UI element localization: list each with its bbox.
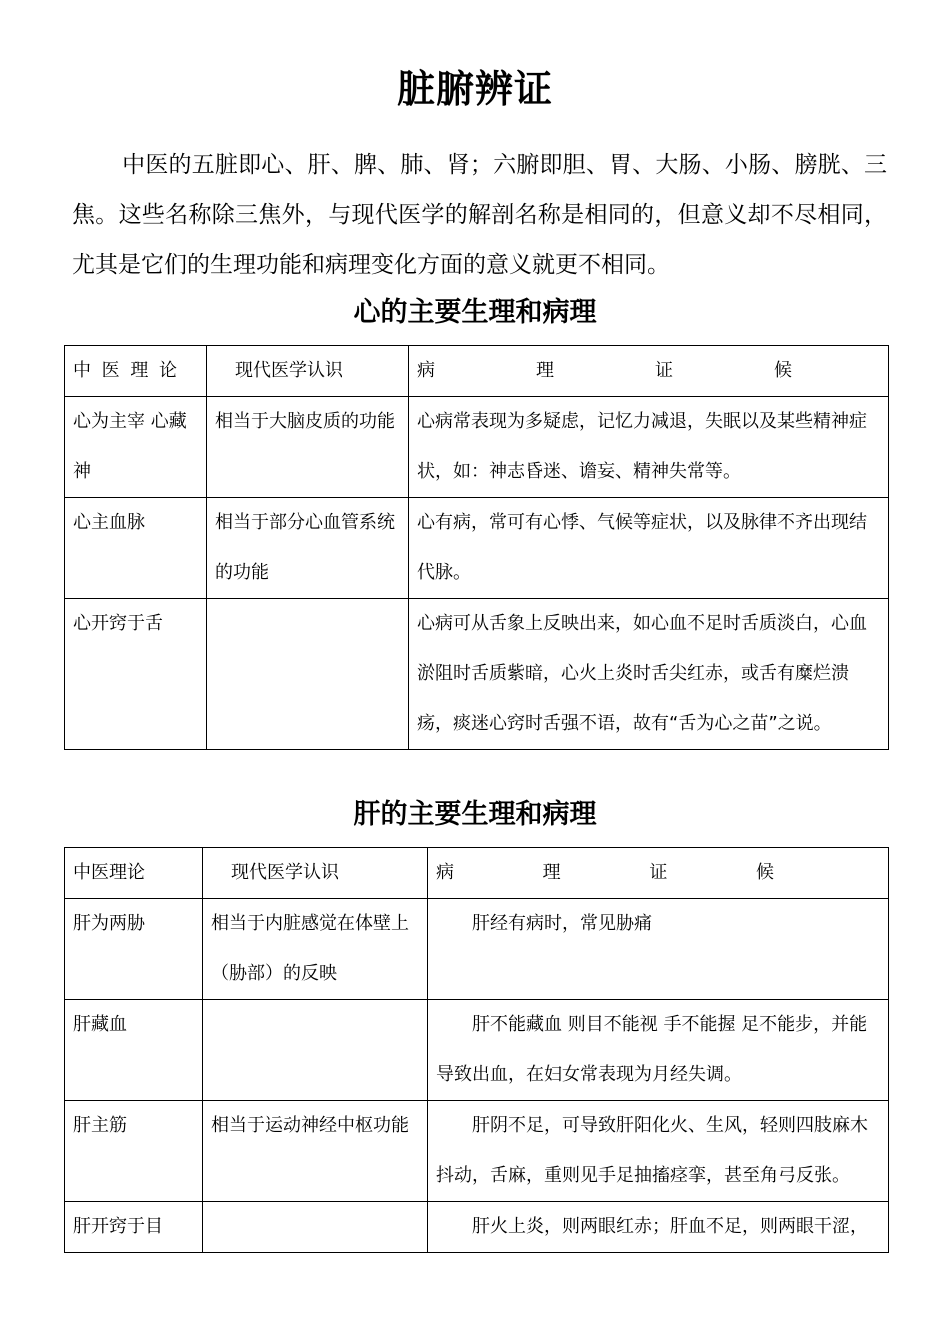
table-row <box>65 599 889 750</box>
heart-table <box>64 345 889 750</box>
liver-table <box>64 847 889 1253</box>
header-cell-symptoms: 病 理 证 候 <box>428 848 889 899</box>
modern-cell <box>203 1000 428 1101</box>
theory-cell: 肝藏血 <box>65 1000 203 1101</box>
symptom-cell: 心病可从舌象上反映出来，如心血不足时舌质淡白，心血淤阻时舌质紫暗，心火上炎时舌尖红赤，或舌有糜烂溃疡，痰迷心窍时舌强不语，故有“舌为心之苗”之说。 <box>409 599 889 750</box>
header-cell-theory: 中 医 理 论 <box>65 346 207 397</box>
symptom-cell: 心病常表现为多疑虑，记忆力减退，失眠以及某些精神症状，如：神志昏迷、谵妄、精神失常等。 <box>409 397 889 498</box>
liver-heading: 肝的主要生理和病理 <box>353 799 597 830</box>
heart-heading: 心的主要生理和病理 <box>353 297 597 328</box>
table-row <box>65 397 889 498</box>
modern-cell: 相当于内脏感觉在体壁上（胁部）的反映 <box>203 899 428 1000</box>
symptom-cell: 肝火上炎，则两眼红赤；肝血不足，则两眼干涩， <box>428 1202 889 1253</box>
table-row <box>65 1101 889 1202</box>
intro-text: 中医的五脏即心、肝、脾、肺、肾；六腑即胆、胃、大肠、小肠、膀胱、三焦。这些名称除三焦外，与现代医学的解剖名称是相同的，但意义却不尽相同，尤其是它们的生理功能和病理变化方面的意义就更不相同。 <box>72 152 887 278</box>
theory-cell: 肝为两胁 <box>65 899 203 1000</box>
theory-cell: 肝主筋 <box>65 1101 203 1202</box>
header-cell-symptoms: 病 理 证 候 <box>409 346 889 397</box>
document-title: 脏腑辨证 <box>396 67 553 111</box>
symptom-cell: 肝不能藏血 则目不能视 手不能握 足不能步，并能导致出血，在妇女常表现为月经失调。 <box>428 1000 889 1101</box>
theory-cell: 心为主宰 心藏神 <box>65 397 207 498</box>
symptom-cell: 肝阴不足，可导致肝阳化火、生风，轻则四肢麻木抖动，舌麻，重则见手足抽搐痉挛，甚至角弓反张。 <box>428 1101 889 1202</box>
table-header-row <box>65 848 889 899</box>
table-row <box>65 498 889 599</box>
theory-cell: 心主血脉 <box>65 498 207 599</box>
table-header-row <box>65 346 889 397</box>
modern-cell <box>203 1202 428 1253</box>
table-row <box>65 899 889 1000</box>
modern-cell <box>207 599 409 750</box>
modern-cell: 相当于部分心血管系统的功能 <box>207 498 409 599</box>
header-cell-theory: 中医理论 <box>65 848 203 899</box>
modern-cell: 相当于大脑皮质的功能 <box>207 397 409 498</box>
header-cell-modern: 现代医学认识 <box>207 346 409 397</box>
table-row <box>65 1202 889 1253</box>
table-row <box>65 1000 889 1101</box>
header-cell-modern: 现代医学认识 <box>203 848 428 899</box>
symptom-cell: 肝经有病时，常见胁痛 <box>428 899 889 1000</box>
modern-cell: 相当于运动神经中枢功能 <box>203 1101 428 1202</box>
theory-cell: 心开窍于舌 <box>65 599 207 750</box>
intro-paragraph <box>72 140 887 290</box>
theory-cell: 肝开窍于目 <box>65 1202 203 1253</box>
symptom-cell: 心有病，常可有心悸、气候等症状，以及脉律不齐出现结代脉。 <box>409 498 889 599</box>
